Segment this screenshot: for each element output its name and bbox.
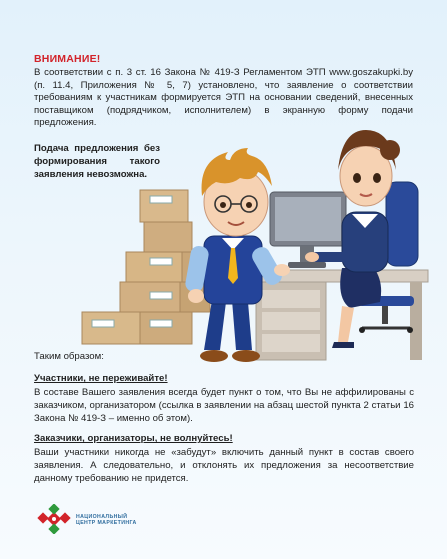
notice-heading: ВНИМАНИЕ!: [34, 53, 101, 65]
customers-text: Ваши участники никогда не «забудут» включить данный пункт в состав своего заявления. А следовательно, и отклонять их предложения за несоответствие данному требованию не придется.: [34, 447, 414, 484]
customers-title: Заказчики, организаторы, не волнуйтесь!: [34, 433, 233, 444]
logo-line-2: ЦЕНТР МАРКЕТИНГА: [76, 520, 137, 527]
participants-text: В составе Вашего заявления всегда будет пункт о том, что Вы не аффилированы с заказчиком, организатором (ссылка в заявлении на абзац шестой пункта 2 статьи 16 Закона № 419-З – именно об этом).: [34, 387, 414, 424]
summary-lead: Таким образом:: [34, 351, 104, 362]
logo-text: [76, 514, 137, 527]
notice-bold-note: Подача предложения без формирования такого заявления невозможна.: [34, 143, 160, 180]
logo-line-1: НАЦИОНАЛЬНЫЙ: [76, 514, 128, 520]
participants-title: Участники, не переживайте!: [34, 373, 168, 384]
ornament-logo-icon: [36, 504, 72, 534]
notice-intro: В соответствии с п. 3 ст. 16 Закона № 419-З Регламентом ЭТП www.goszakupki.by (п. 11.4, Приложения № 5, 7) установлено, что заявление о соответствии требованиям к участникам формируется ЭТП на основании сведений, внесенных поставщиком (подрядчиком, исполнителем) в экранную форму подачи предложения.: [34, 67, 413, 129]
